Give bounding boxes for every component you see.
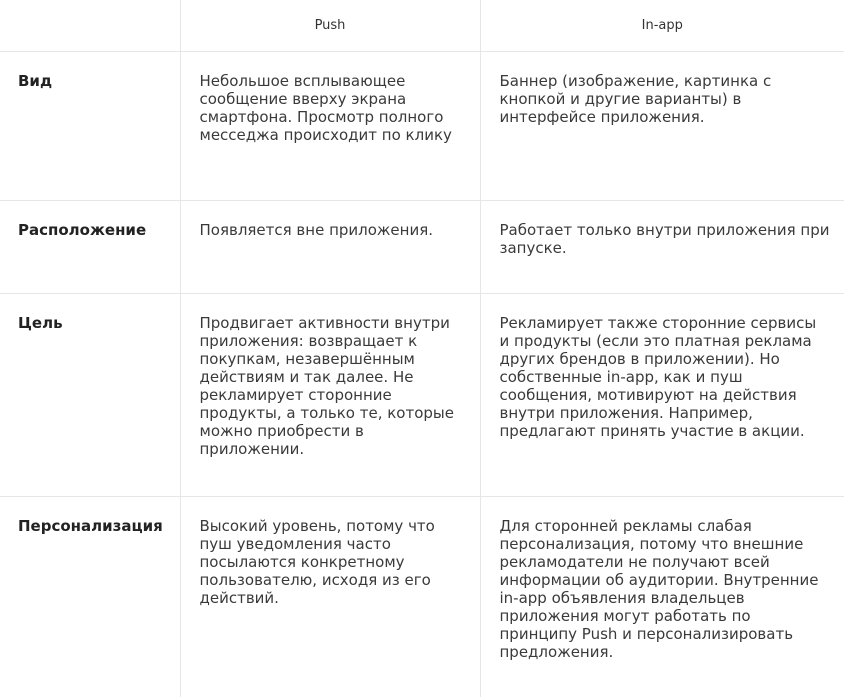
table-row (0, 294, 844, 497)
row-label-personalization: Персонализация (0, 497, 180, 697)
row-label-placement: Расположение (0, 201, 180, 294)
inapp-cell-view: Баннер (изображение, картинка с кнопкой и другие варианты) в интерфейсе приложения. (480, 52, 844, 201)
row-label-view: Вид (0, 52, 180, 201)
push-cell-goal: Продвигает активности внутри приложения: возвращает к покупкам, незавершённым действиям и так далее. Не рекламирует сторонние продукты, а только те, которые можно приобрести в приложении. (180, 294, 480, 497)
header-empty-cell (0, 0, 180, 52)
table-row (0, 52, 844, 201)
push-cell-personalization: Высокий уровень, потому что пуш уведомления часто посылаются конкретному пользователю, исходя из его действий. (180, 497, 480, 697)
row-label-goal: Цель (0, 294, 180, 497)
table-row (0, 497, 844, 697)
inapp-cell-personalization: Для сторонней рекламы слабая персонализация, потому что внешние рекламодатели не получают всей информации об аудитории. Внутренние in-app объявления владельцев приложения могут работать по принципу Push и персонализировать предложения. (480, 497, 844, 697)
table-header-row (0, 0, 844, 52)
inapp-cell-placement: Работает только внутри приложения при запуске. (480, 201, 844, 294)
table-row (0, 201, 844, 294)
push-cell-view: Небольшое всплывающее сообщение вверху экрана смартфона. Просмотр полного месседжа происходит по клику (180, 52, 480, 201)
push-cell-placement: Появляется вне приложения. (180, 201, 480, 294)
header-inapp: In-app (480, 0, 844, 52)
inapp-cell-goal: Рекламирует также сторонние сервисы и продукты (если это платная реклама других брендов в приложении). Но собственные in-app, как и пуш сообщения, мотивируют на действия внутри приложения. Например, предлагают принять участие в акции. (480, 294, 844, 497)
header-push: Push (180, 0, 480, 52)
